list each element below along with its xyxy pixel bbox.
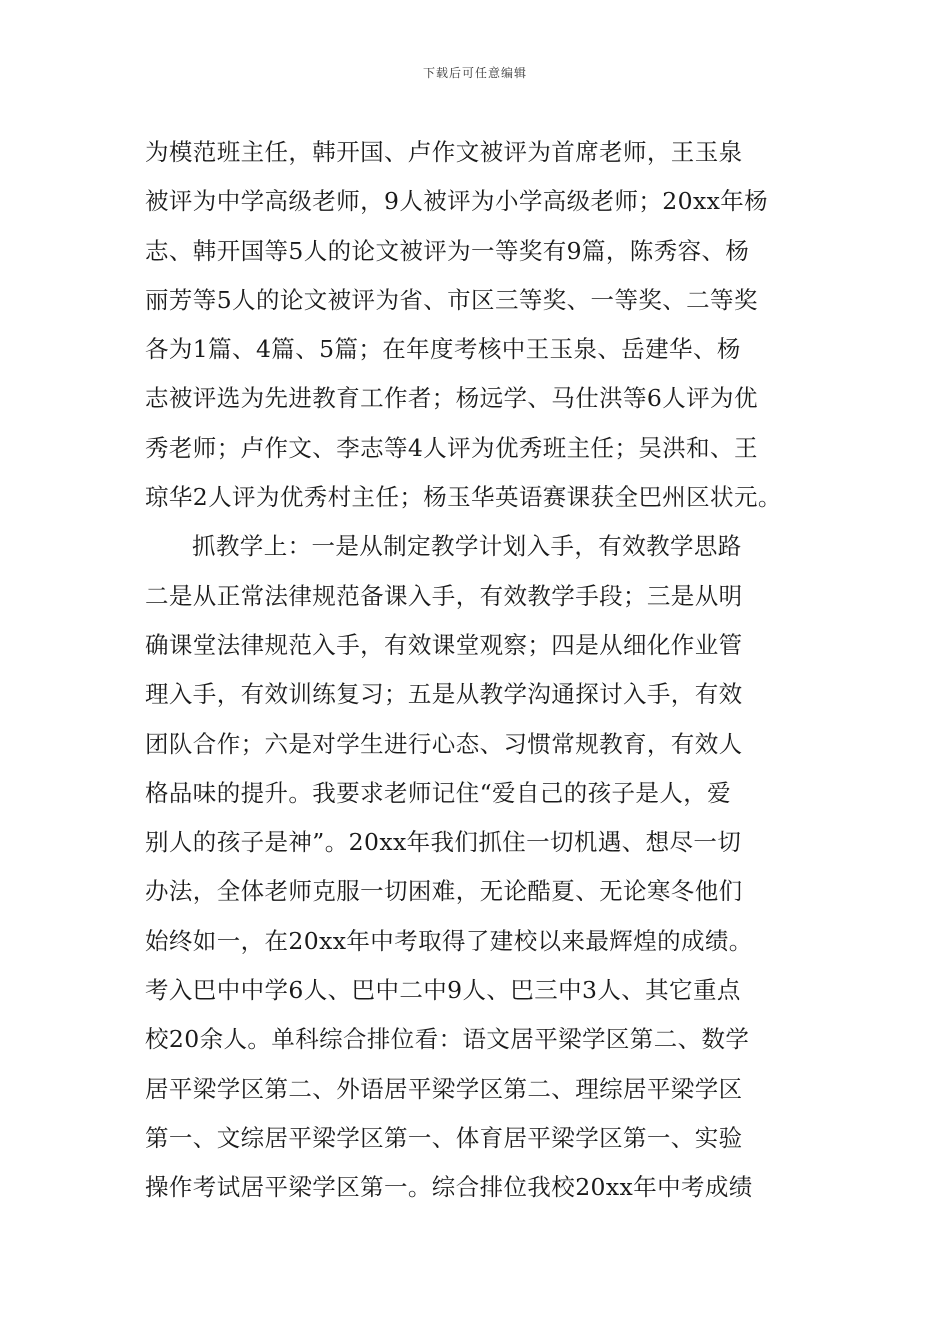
text-line: 别人的孩子是神”。20xx年我们抓住一切机遇、想尽一切: [145, 828, 742, 857]
text-line: 秀老师；卢作文、李志等4人评为优秀班主任；吴洪和、王: [145, 433, 758, 462]
text-line: 居平梁学区第二、外语居平梁学区第二、理综居平梁学区: [145, 1074, 743, 1103]
text-line: 第一、文综居平梁学区第一、体育居平梁学区第一、实验: [145, 1123, 743, 1152]
text-line: 各为1篇、4篇、5篇；在年度考核中王玉泉、岳建华、杨: [145, 335, 741, 364]
text-line: 校20余人。单科综合排位看：语文居平梁学区第二、数学: [145, 1025, 750, 1054]
text-line: 被评为中学高级老师，9人被评为小学高级老师；20xx年杨: [145, 187, 769, 216]
text-line: 考入巴中中学6人、巴中二中9人、巴三中3人、其它重点: [145, 976, 741, 1005]
text-line: 为模范班主任，韩开国、卢作文被评为首席老师，王玉泉: [145, 138, 743, 166]
text-line: 格品味的提升。我要求老师记住“爱自己的孩子是人，爱: [145, 778, 732, 807]
text-line: 志被评选为先进教育工作者；杨远学、马仕洪等6人评为优: [145, 384, 758, 413]
text-line: 志、韩开国等5人的论文被评为一等奖有9篇，陈秀容、杨: [145, 236, 750, 265]
text-line: 琼华2人评为优秀村主任；杨玉华英语赛课获全巴州区状元。: [145, 483, 782, 512]
text-line: 确课堂法律规范入手，有效课堂观察；四是从细化作业管: [145, 630, 743, 659]
text-line: 操作考试居平梁学区第一。综合排位我校20xx年中考成绩: [145, 1173, 753, 1202]
text-line: 始终如一，在20xx年中考取得了建校以来最辉煌的成绩。: [145, 926, 753, 955]
document-body: [145, 128, 825, 1213]
text-line: 办法，全体老师克服一切困难，无论酷夏、无论寒冬他们: [145, 877, 743, 906]
text-line: 理入手，有效训练复习；五是从教学沟通探讨入手，有效: [145, 680, 743, 709]
text-line: 二是从正常法律规范备课入手，有效教学手段；三是从明: [145, 581, 743, 610]
text-line: 丽芳等5人的论文被评为省、市区三等奖、一等奖、二等奖: [145, 285, 758, 314]
text-line: 团队合作；六是对学生进行心态、习惯常规教育，有效人: [145, 729, 743, 758]
paragraph-start-line: 抓教学上：一是从制定教学计划入手，有效教学思路: [192, 532, 742, 561]
page-header: 下载后可任意编辑: [422, 66, 527, 80]
